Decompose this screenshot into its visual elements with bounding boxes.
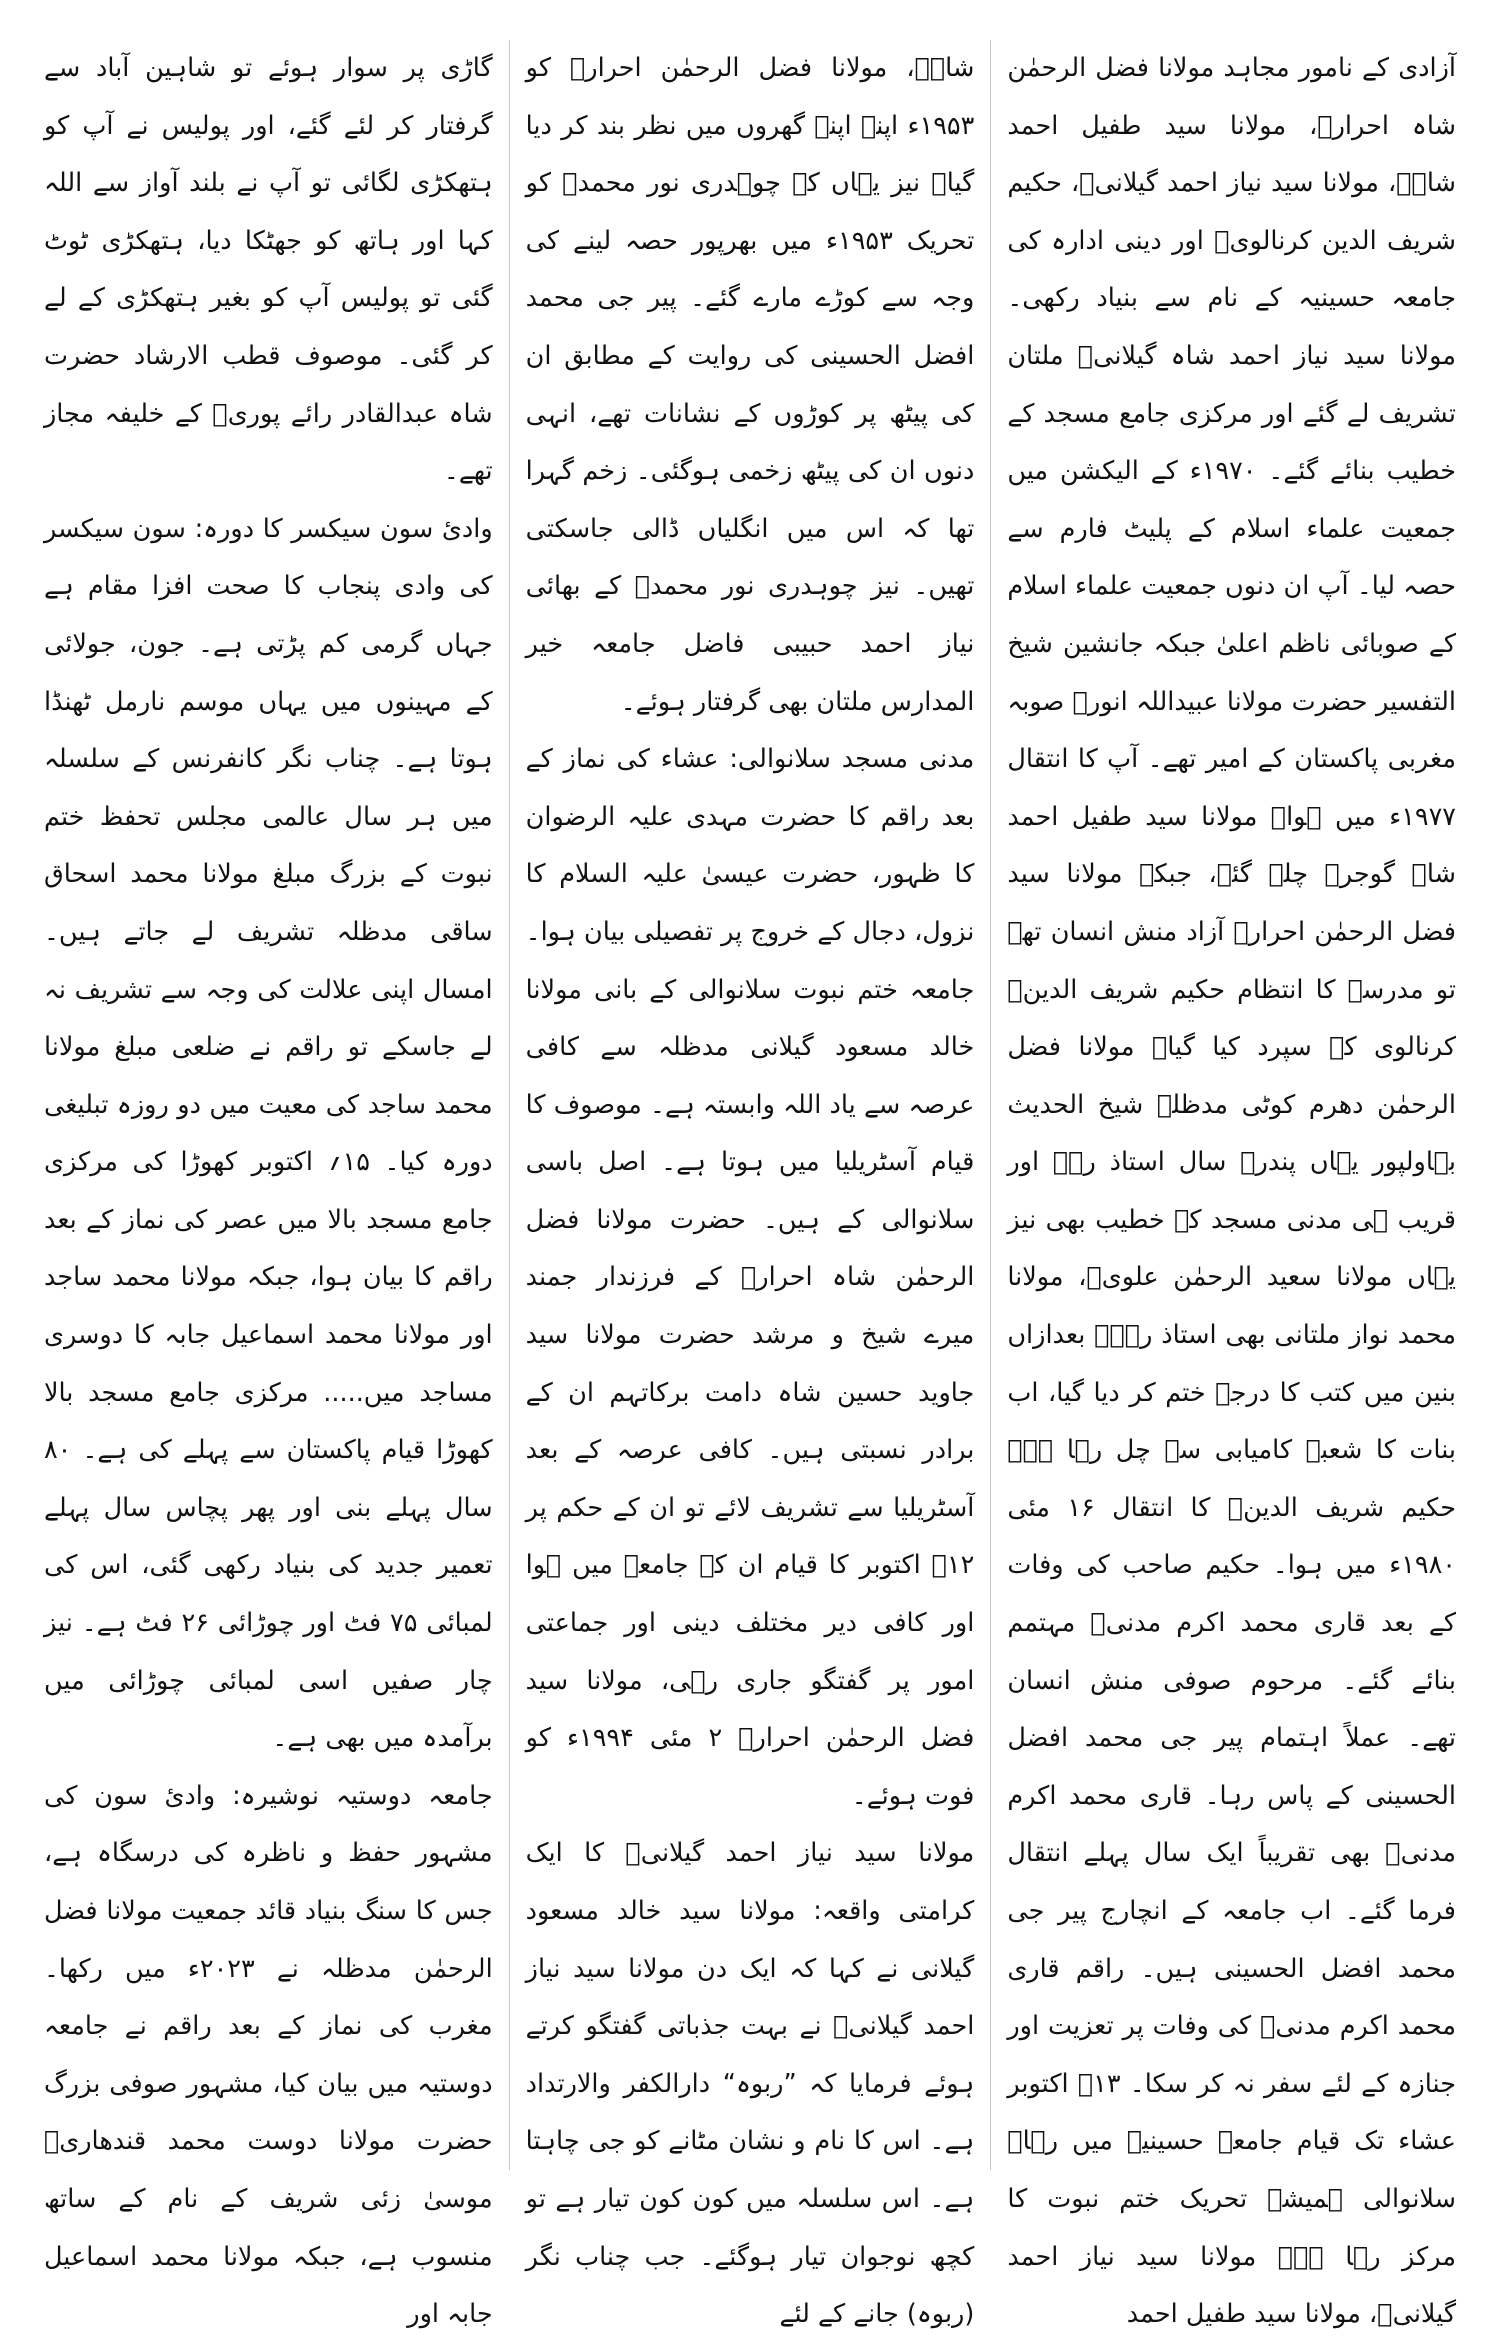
column-3-paragraph-soon-sakesar: وادیٔ سون سیکسر کا دورہ: سون سیکسر کی وادی پنجاب کا صحت افزا مقام ہے جہاں گرمی کم پڑتی ہے۔ جون، جولائی کے مہینوں میں یہاں موسم نارمل ٹھنڈا ہوتا ہے۔ چناب نگر کانفرنس کے سلسلہ میں ہر سال عالمی مجلس تحفظ ختم نبوت کے بزرگ مبلغ مولانا محمد اسحاق ساقی مدظلہ تشریف لے جاتے ہیں۔ امسال اپنی علالت کی وجہ سے تشریف نہ لے جاسکے تو راقم نے ضلعی مبلغ مولانا محمد ساجد کی معیت میں دو روزہ تبلیغی دورہ کیا۔ ۱۵؍ اکتوبر کھوڑا کی مرکزی جامع مسجد بالا میں عصر کی نماز کے بعد راقم کا بیان ہوا، جبکہ مولانا محمد ساجد اور مولانا محمد اسماعیل جابہ کا دوسری مساجد میں..... مرکزی جامع مسجد بالا کھوڑا قیام پاکستان سے پہلے کی ہے۔ ۸۰ سال پہلے بنی اور پھر پچاس سال پہلے تعمیر جدید کی بنیاد رکھی گئی، اس کی لمبائی ۷۵ فٹ اور چوڑائی ۲۶ فٹ ہے۔ نیز چار صفیں اسی لمبائی چوڑائی میں برآمدہ میں بھی ہے۔ xyxy=(43,513,493,1754)
column-1 xyxy=(991,40,1472,2330)
column-2 xyxy=(510,40,991,2330)
column-divider-2 xyxy=(509,40,510,2170)
column-3-paragraph-1: گاڑی پر سوار ہوئے تو شاہین آباد سے گرفتار کر لئے گئے، اور پولیس نے آپ کو ہتھکڑی لگائی تو آپ نے بلند آواز سے اللہ کہا اور ہاتھ کو جھٹکا دیا، ہتھکڑی ٹوٹ گئی تو پولیس آپ کو بغیر ہتھکڑی کے لے کر گئی۔ موصوف قطب الارشاد حضرت شاہ عبدالقادر رائے پوریؒ کے خلیفہ مجاز تھے۔ xyxy=(43,53,493,487)
column-1-paragraph-1: آزادی کے نامور مجاہد مولانا فضل الرحمٰن شاہ احرارؒ، مولانا سید طفیل احمد شاہؒ، مولانا سید نیاز احمد گیلانیؒ، حکیم شریف الدین کرنالویؒ اور دینی ادارہ کی جامعہ حسینیہ کے نام سے بنیاد رکھی۔ مولانا سید نیاز احمد شاہ گیلانیؒ ملتان تشریف لے گئے اور مرکزی جامع مسجد کے خطیب بنائے گئے۔ ۱۹۷۰ء کے الیکشن میں جمعیت علماء اسلام کے پلیٹ فارم سے حصہ لیا۔ آپ ان دنوں جمعیت علماء اسلام کے صوبائی ناظم اعلیٰ جبکہ جانشین شیخ التفسیر حضرت مولانا عبیداللہ انورؒ صوبہ مغربی پاکستان کے امیر تھے۔ آپ کا انتقال ۱۹۷۷ء میں ہوا۔ مولانا سید طفیل احمد شاہ گوجرہ چلے گئے، جبکہ مولانا سید فضل الرحمٰن احرارؒ آزاد منش انسان تھے تو مدرسہ کا انتظام حکیم شریف الدینؒ کرنالوی کے سپرد کیا گیا۔ مولانا فضل الرحمٰن دھرم کوٹی مدظلہ شیخ الحدیث بہاولپور یہاں پندرہ سال استاذ رہے اور قریب ہی مدنی مسجد کے خطیب بھی نیز یہاں مولانا سعید الرحمٰن علویؒ، مولانا محمد نواز ملتانی بھی استاذ رہے۔ بعدازاں بنین میں کتب کا درجہ ختم کر دیا گیا، اب بنات کا شعبہ کامیابی سے چل رہا ہے۔ حکیم شریف الدینؒ کا انتقال ۱۶ مئی ۱۹۸۰ء میں ہوا۔ حکیم صاحب کی وفات کے بعد قاری محمد اکرم مدنیؒ مہتمم بنائے گئے۔ مرحوم صوفی منش انسان تھے۔ عملاً اہتمام پیر جی محمد افضل الحسینی کے پاس رہا۔ قاری محمد اکرم مدنیؒ بھی تقریباً ایک سال پہلے انتقال فرما گئے۔ اب جامعہ کے انچارج پیر جی محمد افضل الحسینی ہیں۔ راقم قاری محمد اکرم مدنیؒ کی وفات پر تعزیت اور جنازہ کے لئے سفر نہ کر سکا۔ ۱۳؍ اکتوبر عشاء تک قیام جامعہ حسینیہ میں رہا۔ سلانوالی ہمیشہ تحریک ختم نبوت کا مرکز رہا ہے۔ مولانا سید نیاز احمد گیلانیؒ، مولانا سید طفیل احمد xyxy=(1007,53,1456,2330)
column-2-paragraph-madani-masjid: مدنی مسجد سلانوالی: عشاء کی نماز کے بعد راقم کا حضرت مہدی علیہ الرضوان کا ظہور، حضرت عیسیٰ علیہ السلام کا نزول، دجال کے خروج پر تفصیلی بیان ہوا۔ جامعہ ختم نبوت سلانوالی کے بانی مولانا خالد مسعود گیلانی مدظلہ سے کافی عرصہ سے یاد اللہ وابستہ ہے۔ موصوف کا قیام آسٹریلیا میں ہوتا ہے۔ اصل باسی سلانوالی کے ہیں۔ حضرت مولانا فضل الرحمٰن شاہ احرارؒ کے فرزندار جمند میرے شیخ و مرشد حضرت مولانا سید جاوید حسین شاہ دامت برکاتہم ان کے برادر نسبتی ہیں۔ کافی عرصہ کے بعد آسٹریلیا سے تشریف لائے تو ان کے حکم پر ۱۲؍ اکتوبر کا قیام ان کے جامعہ میں ہوا اور کافی دیر مختلف دینی اور جماعتی امور پر گفتگو جاری رہی، مولانا سید فضل الرحمٰن احرارؒ ۲ مئی ۱۹۹۴ء کو فوت ہوئے۔ xyxy=(525,744,975,1811)
column-2-paragraph-1: شاہؒ، مولانا فضل الرحمٰن احرارؒ کو ۱۹۵۳ء اپنے اپنے گھروں میں نظر بند کر دیا گیا۔ نیز یہاں کے چوہدری نور محمدؒ کو تحریک ۱۹۵۳ء میں بھرپور حصہ لینے کی وجہ سے کوڑے مارے گئے۔ پیر جی محمد افضل الحسینی کی روایت کے مطابق ان کی پیٹھ پر کوڑوں کے نشانات تھے، انہی دنوں ان کی پیٹھ زخمی ہوگئی۔ زخم گہرا تھا کہ اس میں انگلیاں ڈالی جاسکتی تھیں۔ نیز چوہدری نور محمدؒ کے بھائی نیاز احمد حبیبی فاضل جامعہ خیر المدارس ملتان بھی گرفتار ہوئے۔ xyxy=(525,53,975,717)
column-3 xyxy=(28,40,509,2330)
column-divider-1 xyxy=(990,40,991,2170)
column-2-paragraph-karamat: مولانا سید نیاز احمد گیلانیؒ کا ایک کرامتی واقعہ: مولانا سید خالد مسعود گیلانی نے کہا کہ ایک دن مولانا سید نیاز احمد گیلانیؒ نے بہت جذباتی گفتگو کرتے ہوئے فرمایا کہ ”ربوہ“ دارالکفر والارتداد ہے۔ اس کا نام و نشان مٹانے کو جی چاہتا ہے۔ اس سلسلہ میں کون کون تیار ہے تو کچھ نوجوان تیار ہوگئے۔ جب چناب نگر (ربوہ) جانے کے لئے xyxy=(525,1838,975,2330)
column-3-paragraph-jamia-dostia: جامعہ دوستیہ نوشیرہ: وادیٔ سون کی مشہور حفظ و ناظرہ کی درسگاہ ہے، جس کا سنگ بنیاد قائد جمعیت مولانا فضل الرحمٰن مدظلہ نے ۲۰۲۳ء میں رکھا۔ مغرب کی نماز کے بعد راقم نے جامعہ دوستیہ میں بیان کیا، مشہور صوفی بزرگ حضرت مولانا دوست محمد قندھاریؒ موسیٰ زئی شریف کے نام کے ساتھ منسوب ہے، جبکہ مولانا محمد اسماعیل جابہ اور xyxy=(43,1780,493,2330)
